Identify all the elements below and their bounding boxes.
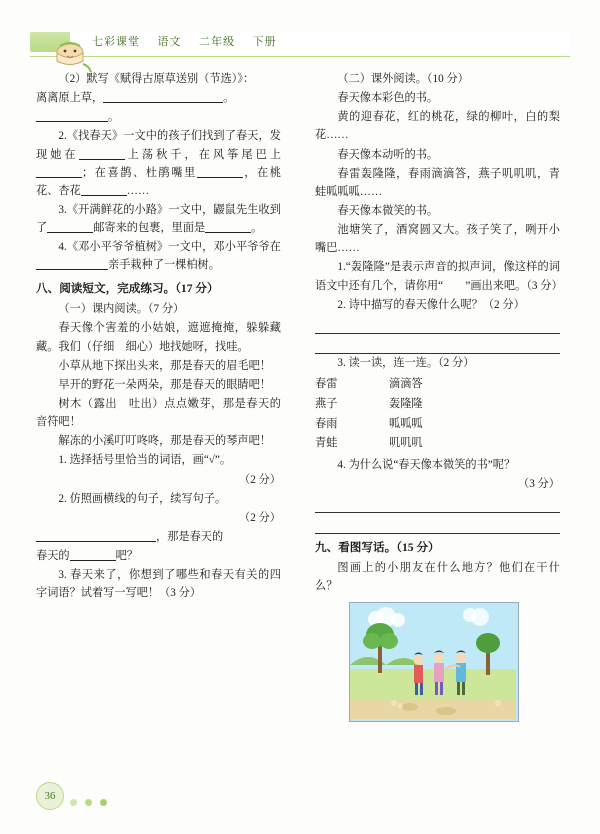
match-row [315,375,560,395]
q3-item: 3.《开满鲜花的小路》一文中，鼹鼠先生收到了 邮寄来的包裹，里面是 。 [36,203,281,235]
q2-item: 2.《找春天》一文中的孩子们找到了春天，发现她在 上荡秋千，在风筝尾巴上；在喜鹊、杜鹃嘴里 ，在桃花、杏花 …… [36,130,281,197]
task-1: 1. 选择括号里恰当的词语，画“√”。 [58,454,232,467]
match-row [315,395,560,415]
column-divider [300,72,301,712]
page-footer [30,782,570,812]
reading-line-6: 池塘笑了，酒窝圆又大。孩子笑了，咧开小嘴巴…… [315,224,560,255]
reading-line-5: 春天像本微笑的书。 [337,204,439,217]
passage-line-2: 小草从地下探出头来，那是春天的眉毛吧！ [58,359,271,372]
reading-line-3: 春天像本动听的书。 [337,148,439,161]
subsection-1: （一）课内阅读。（7 分） [58,303,185,316]
left-column [36,70,281,604]
answer-line[interactable] [315,317,560,334]
task-2-answer-line-2 [36,547,281,565]
dot-icon [100,799,107,806]
answer-line[interactable] [315,337,560,354]
section-heading-9: 九、看图写话。（15 分） [315,540,440,554]
task-2-answer-line: ，那是春天的 [36,528,281,546]
task-3: 3. 春天来了，你想到了哪些和春天有关的四字词语？试着写一写吧！（3 分） [36,569,281,600]
passage-line-1: 春天像个害羞的小姑娘，遮遮掩掩，躲躲藏藏。我们（仔细 细心）地找她呀，找哇。 [36,322,281,353]
reading-question-4: 4. 为什么说“春天像本微笑的书”呢？ [337,458,516,471]
reading-question-1: 1.“轰隆隆”是表示声音的拟声词，像这样的词语文中还有几个，请你用“ ”画出来吧。（3 分） [315,261,563,292]
answer-blank[interactable] [36,530,156,542]
match-right-item[interactable]: 滴滴答 [389,378,423,391]
match-right-item[interactable]: 叽叽叽 [389,437,423,450]
answer-line[interactable] [315,496,560,513]
right-column [315,70,563,722]
grade-label: 二年级 [199,36,235,48]
answer-blank[interactable] [36,166,82,178]
reading-question-3: 3. 读一读，连一连。（2 分） [337,357,475,370]
footer-dots [70,793,111,811]
reading-question-4-score: （3 分） [518,477,560,490]
q2-line-2: 。 [36,108,281,126]
match-left-item[interactable]: 青蛙 [315,437,338,450]
reading-line-2: 黄的迎春花，红的桃花，绿的柳叶，白的梨花…… [315,111,560,142]
answer-blank[interactable] [47,222,93,234]
answer-blank[interactable] [79,148,125,160]
match-row [315,434,560,454]
header-rule [30,56,570,57]
reading-question-2: 2. 诗中描写的春天像什么呢？（2 分） [337,298,525,311]
answer-blank[interactable] [81,184,127,196]
subject-label: 语文 [157,36,182,48]
reading-line-1: 春天像本彩色的书。 [337,92,439,105]
page-header [30,26,570,60]
passage-line-4: 树木（露出 吐出）点点嫩芽，那是春天的音符吧！ [36,398,281,429]
passage-line-5: 解冻的小溪叮叮咚咚，那是春天的琴声吧！ [58,435,271,448]
match-row [315,415,560,435]
match-left-item[interactable]: 春雷 [315,378,338,391]
illustration-figure [349,602,519,722]
task-2-score: （2 分） [239,511,281,524]
term-label: 下册 [252,36,277,48]
matching-exercise[interactable] [315,375,560,453]
question-9-prompt: 图画上的小朋友在什么地方？他们在干什么？ [315,562,560,593]
dot-icon [70,799,77,806]
match-right-item[interactable]: 轰隆隆 [389,398,423,411]
q4-item: 4.《邓小平爷爷植树》一文中，邓小平爷爷在亲手栽种了一棵柏树。 [36,238,281,274]
passage-line-3: 早开的野花一朵两朵，那是春天的眼睛吧！ [58,378,271,391]
answer-blank[interactable] [197,166,243,178]
task-1-score: （2 分） [239,473,281,486]
page-number: 36 [36,782,64,810]
task2-suffix: 吧？ [115,550,138,563]
task-2: 2. 仿照画横线的句子，续写句子。 [58,492,227,505]
section-heading-8: 八、阅读短文，完成练习。（17 分） [36,281,219,295]
header-title-group [92,32,277,52]
match-right-item[interactable]: 呱呱呱 [389,417,423,430]
answer-blank[interactable] [36,259,108,271]
match-left-item[interactable]: 燕子 [315,398,338,411]
answer-blank[interactable] [103,92,223,104]
reading-line-4: 春雷轰隆隆，春雨滴滴答，燕子叽叽叽，青蛙呱呱呱…… [315,167,560,198]
q2-title: （2）默写《赋得古原草送别（节选）》： [58,73,255,85]
answer-blank[interactable] [36,111,108,123]
match-left-item[interactable]: 春雨 [315,417,338,430]
answer-line[interactable] [315,516,560,533]
subsection-2: （二）课外阅读。（10 分） [337,73,469,85]
task2-prefix: 春天的 [36,550,70,563]
answer-blank[interactable] [205,222,251,234]
dot-icon [85,799,92,806]
answer-blank[interactable] [70,550,116,562]
q2-line-1: 离离原上草， 。 [36,92,235,105]
brand-label: 七彩课堂 [92,36,140,48]
